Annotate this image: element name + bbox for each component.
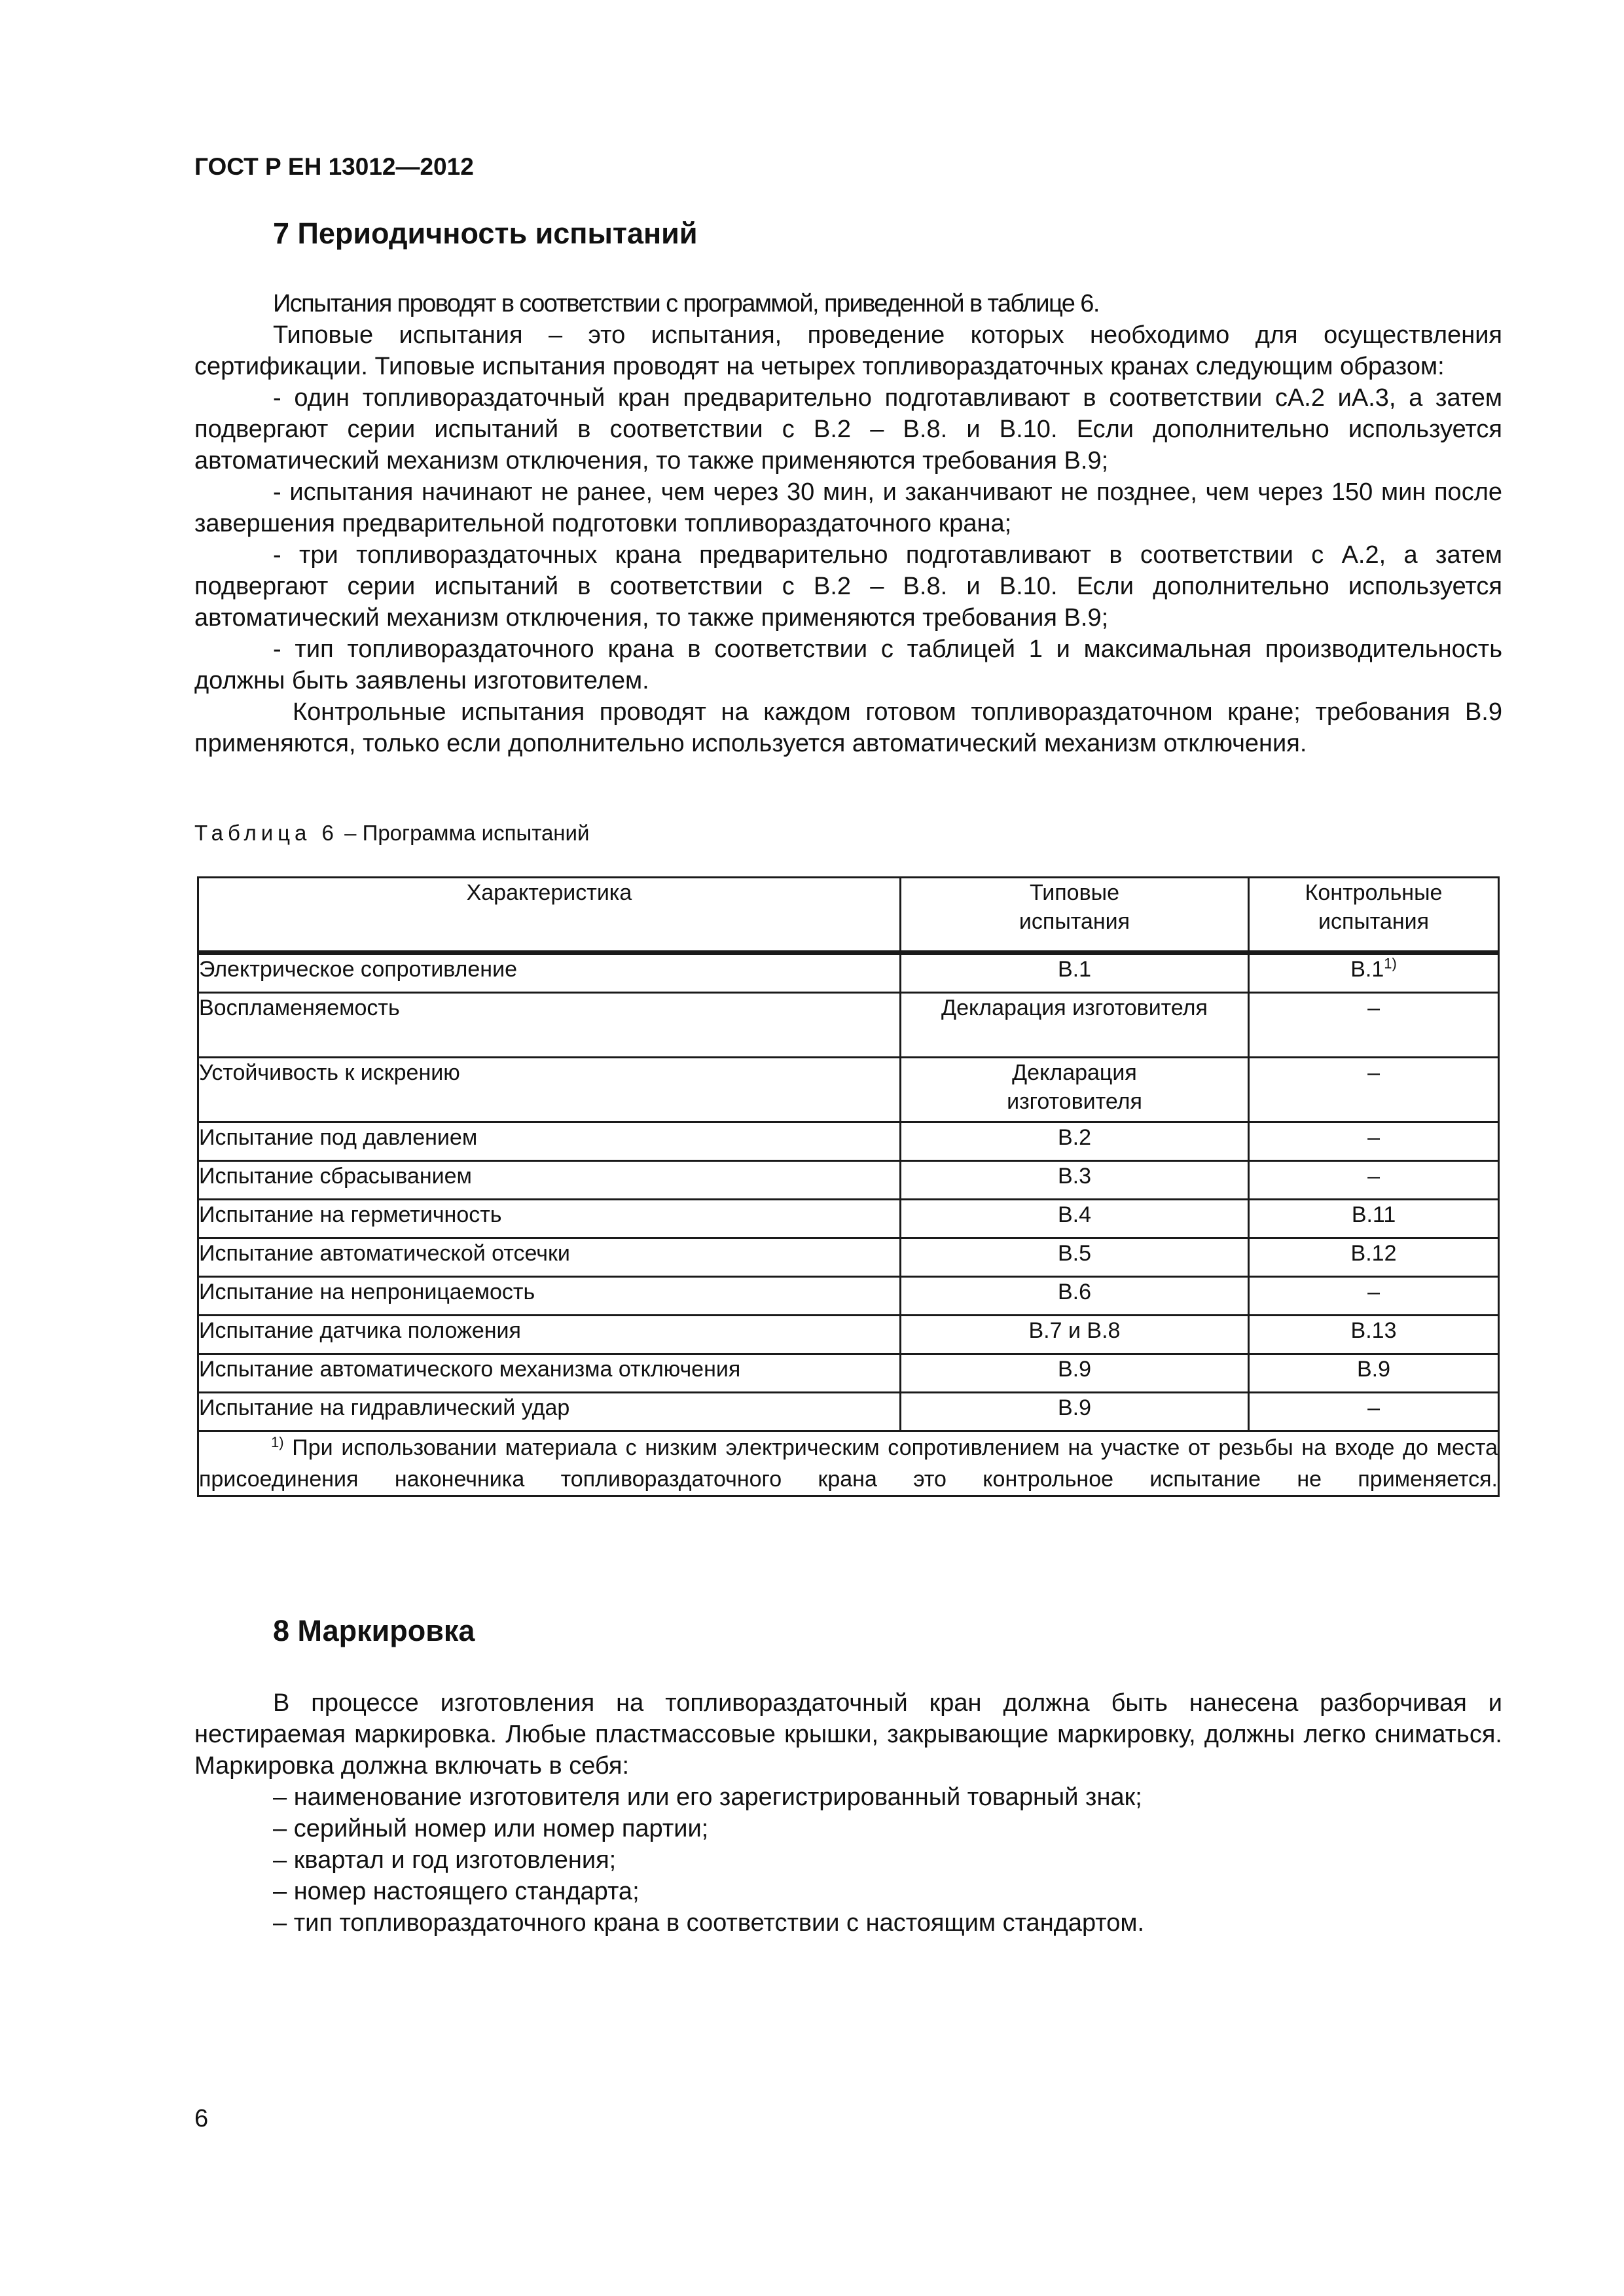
paragraph: Типовые испытания – это испытания, проведение которых необходимо для осуществления сертификации. Типовые испытания проводят на четырех топливораздаточных кранах следующим образом: xyxy=(194,321,1502,380)
paragraph: В процессе изготовления на топливораздаточный кран должна быть нанесена разборчивая и нестираемая маркировка. Любые пластмассовые крышки, закрывающие маркировку, должны легко сниматься. Маркировка должна включать в себя: xyxy=(194,1689,1502,1780)
cell-control-test: – xyxy=(1249,1277,1499,1316)
list-item: - испытания начинают не ранее, чем через 30 мин, и заканчивают не позднее, чем через 150 мин после завершения предварительной подготовки топливораздаточного крана; xyxy=(194,478,1502,537)
paragraph: Контрольные испытания проводят на каждом готовом топливораздаточном кране; требования В.9 применяются, только если дополнительно используется автоматический механизм отключения. xyxy=(194,698,1502,757)
list-item: – тип топливораздаточного крана в соответствии с настоящим стандартом. xyxy=(273,1909,1145,1937)
table-footnote xyxy=(198,1431,1499,1496)
cell-control-test: – xyxy=(1249,993,1499,1058)
cell-characteristic: Испытание датчика положения xyxy=(198,1316,901,1354)
cell-type-test: Декларация изготовителя xyxy=(900,1058,1248,1122)
cell-characteristic: Устойчивость к искрению xyxy=(198,1058,901,1122)
cell-type-test: Декларация изготовителя xyxy=(900,993,1248,1058)
list-item: - тип топливораздаточного крана в соответствии с таблицей 1 и максимальная производительность должны быть заявлены изготовителем. xyxy=(194,636,1502,694)
cell-characteristic: Испытание сбрасыванием xyxy=(198,1161,901,1200)
cell-type-test: В.5 xyxy=(900,1238,1248,1277)
cell-characteristic: Испытание под давлением xyxy=(198,1122,901,1161)
table-row xyxy=(198,1058,1499,1122)
cell-characteristic: Испытание автоматического механизма отключения xyxy=(198,1354,901,1393)
table-row xyxy=(198,953,1499,993)
table-caption xyxy=(194,821,589,846)
list-item: - три топливораздаточных крана предварительно подготавливают в соответствии с А.2, а затем подвергают серии испытаний в соответствии с В.2 – В.8. и В.10. Если дополнительно используется автоматический механизм отключения, то также применяются требования В.9; xyxy=(194,541,1502,632)
table-row xyxy=(198,1238,1499,1277)
header-control-tests-line1: Контрольные xyxy=(1305,880,1443,905)
table-row xyxy=(198,1316,1499,1354)
cell-type-test: В.9 xyxy=(900,1354,1248,1393)
table-footnote-row xyxy=(198,1431,1499,1496)
list-item: – серийный номер или номер партии; xyxy=(273,1815,709,1842)
cell-type-test: В.2 xyxy=(900,1122,1248,1161)
cell-type-test: В.3 xyxy=(900,1161,1248,1200)
cell-type-test: В.1 xyxy=(900,953,1248,993)
table-row xyxy=(198,1354,1499,1393)
header-type-tests xyxy=(900,878,1248,953)
cell-control-test: – xyxy=(1249,1161,1499,1200)
table-caption-title: – Программа испытаний xyxy=(344,821,590,845)
cell-control-test xyxy=(1249,953,1499,993)
section-8-body xyxy=(194,1687,1502,1939)
cell-characteristic: Испытание на непроницаемость xyxy=(198,1277,901,1316)
table-header-row xyxy=(198,878,1499,953)
table-row xyxy=(198,1200,1499,1238)
standard-header: ГОСТ Р ЕН 13012—2012 xyxy=(194,153,474,180)
list-item: – наименование изготовителя или его зарегистрированный товарный знак; xyxy=(273,1784,1142,1811)
table-row xyxy=(198,1161,1499,1200)
cell-control-test: – xyxy=(1249,1393,1499,1431)
table-row xyxy=(198,1122,1499,1161)
cell-type-test: В.9 xyxy=(900,1393,1248,1431)
page-number: 6 xyxy=(194,2105,209,2132)
cell-type-test: В.7 и В.8 xyxy=(900,1316,1248,1354)
section-8-title: 8 Маркировка xyxy=(273,1614,475,1647)
cell-type-test: В.4 xyxy=(900,1200,1248,1238)
cell-control-test-value: В.1 xyxy=(1350,957,1384,982)
cell-control-test: В.11 xyxy=(1249,1200,1499,1238)
table-row xyxy=(198,1277,1499,1316)
cell-characteristic: Испытание на гидравлический удар xyxy=(198,1393,901,1431)
cell-characteristic: Испытание на герметичность xyxy=(198,1200,901,1238)
cell-control-test: В.12 xyxy=(1249,1238,1499,1277)
paragraph: Испытания проводят в соответствии с программой, приведенной в таблице 6. xyxy=(273,290,1099,317)
cell-characteristic: Испытание автоматической отсечки xyxy=(198,1238,901,1277)
cell-control-test: В.9 xyxy=(1249,1354,1499,1393)
footnote-mark: 1) xyxy=(271,1433,284,1450)
header-control-tests xyxy=(1249,878,1499,953)
cell-control-test: – xyxy=(1249,1122,1499,1161)
cell-type-test: В.6 xyxy=(900,1277,1248,1316)
footnote-mark: 1) xyxy=(1384,955,1397,972)
cell-control-test: В.13 xyxy=(1249,1316,1499,1354)
list-item: – номер настоящего стандарта; xyxy=(273,1878,640,1905)
test-program-table xyxy=(197,876,1500,1497)
section-7-title: 7 Периодичность испытаний xyxy=(273,217,698,250)
list-item: – квартал и год изготовления; xyxy=(273,1846,617,1874)
header-control-tests-line2: испытания xyxy=(1318,909,1430,934)
footnote-text: При использовании материала с низким электрическим сопротивлением на участке от резьбы на входе до места присоединения наконечника топливораздаточного крана это контрольное испытание не применяется. xyxy=(199,1435,1498,1492)
table-row xyxy=(198,993,1499,1058)
section-7-body xyxy=(194,288,1502,759)
table-row xyxy=(198,1393,1499,1431)
cell-characteristic: Воспламеняемость xyxy=(198,993,901,1058)
table-caption-label: Таблица 6 xyxy=(194,821,338,845)
header-type-tests-line1: Типовые xyxy=(1029,880,1119,905)
header-characteristic: Характеристика xyxy=(198,878,901,953)
cell-characteristic: Электрическое сопротивление xyxy=(198,953,901,993)
cell-control-test: – xyxy=(1249,1058,1499,1122)
list-item: - один топливораздаточный кран предварительно подготавливают в соответствии сА.2 иА.3, а затем подвергают серии испытаний в соответствии с В.2 – В.8. и В.10. Если дополнительно используется автоматический механизм отключения, то также применяются требования В.9; xyxy=(194,384,1502,475)
header-type-tests-line2: испытания xyxy=(1019,909,1130,934)
